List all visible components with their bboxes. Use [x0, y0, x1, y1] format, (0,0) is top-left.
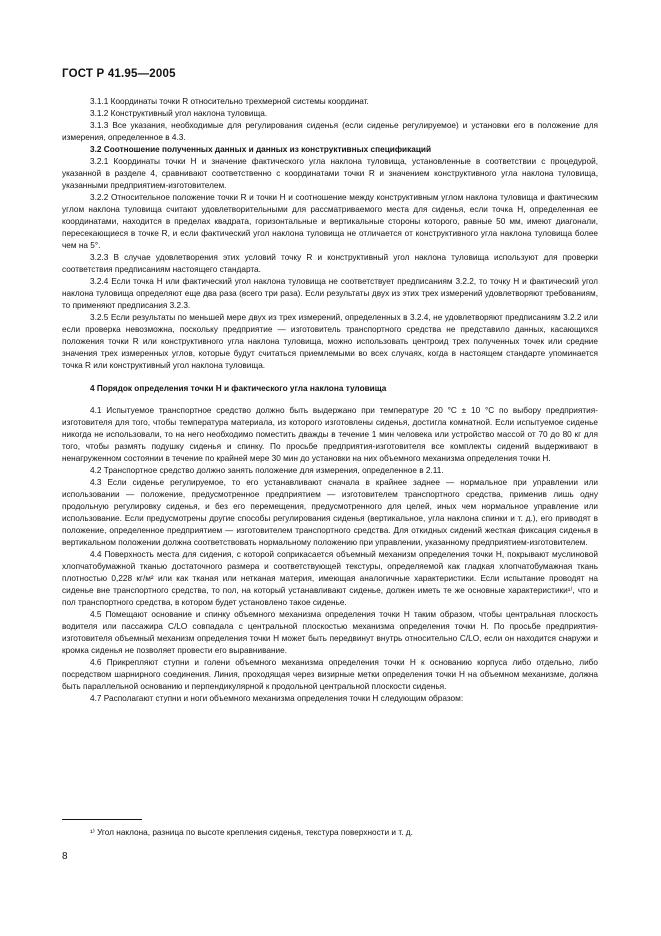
paragraph: 4.7 Располагают ступни и ноги объемного механизма определения точки H следующим образом: [90, 694, 464, 703]
subsection-heading: 3.2 Соотношение полученных данных и данных из конструктивных спецификаций [90, 145, 432, 154]
paragraph: 4.6 Прикрепляют ступни и голени объемного механизма определения точки H к основанию корпуса либо отдельно, либо посредством шарнирного соединения. Линия, проходящая через визирные метки определения точки H на объемном механизме, должна быть параллельной основанию и перпендикулярной к продольной центральной плоскости сиденья. [62, 658, 598, 691]
footnote: ¹⁾ Угол наклона, разница по высоте крепления сиденья, текстура поверхности и т. д. [90, 828, 413, 837]
paragraph: 3.1.2 Конструктивный угол наклона туловища. [90, 109, 268, 118]
section-heading: 4 Порядок определения точки H и фактического угла наклона туловища [90, 384, 387, 393]
paragraph: 3.2.2 Относительное положение точки R и точки H и соотношение между конструктивным углом наклона туловища и фактическим углом наклона туловища считают удовлетворительными для рассматриваемого места для сиденья, если точка H, определенная ее координатами, находится в пределах квадрата, горизонтальные и вертикальные стороны которого, равные 50 мм, имеют диагонали, пересекающиеся в точке R, и если фактический угол наклона туловища не отличается от конструктивного угла наклона туловища более чем на 5°. [62, 193, 598, 250]
paragraph: 4.3 Если сиденье регулируемое, то его устанавливают сначала в крайнее заднее — нормальное при управлении или использовании — положение, предусмотренное предприятием — изготовителем транспортного средства, применив лишь одну продольную регулировку сиденья, и без его перемещения, предусмотренного для целей, иных чем нормальное управление или использование. Если предусмотрены другие способы регулирования сиденья (вертикальное, угла наклона спинки и т. д.), его приводят в положение, определенное предприятием — изготовителем транспортного средства. Для откидных сидений жесткая фиксация сиденья в вертикальном положении должна соответствовать нормальному положению при управлении, указанному предприятием-изготовителем. [62, 478, 598, 547]
footnote-separator [62, 819, 142, 820]
paragraph: 3.1.1 Координаты точки R относительно трехмерной системы координат. [90, 97, 369, 106]
paragraph: 3.2.1 Координаты точки H и значение фактического угла наклона туловища, установленные в соответствии с процедурой, указанной в разделе 4, сравнивают соответственно с координатами точки R и значением конструктивного угла наклона туловища, указанными предприятием-изготовителем. [62, 157, 598, 190]
paragraph: 3.2.5 Если результаты по меньшей мере двух из трех измерений, определенных в 3.2.4, не удовлетворяют предписаниям 3.2.2 или если проверка невозможна, поскольку предприятие — изготовитель транспортного средства не представило данных, касающихся положения точки R или конструктивного угла наклона туловища, можно использовать центроид трех полученных точек или средние значения трех измеренных углов, которые будут считаться приемлемыми во всех случаях, когда в настоящем стандарте упоминается точка R или конструктивный угол наклона туловища. [62, 313, 598, 370]
paragraph: 3.2.4 Если точка H или фактический угол наклона туловища не соответствует предписаниям 3.2.2, то точку H и фактический угол наклона туловища определяют еще два раза (всего три раза). Если результаты двух из этих трех измерений удовлетворяют требованиям, то применяют предписания 3.2.3. [62, 277, 598, 310]
standard-number-header: ГОСТ Р 41.95—2005 [62, 68, 176, 80]
paragraph: 4.1 Испытуемое транспортное средство должно быть выдержано при температуре 20 °С ± 10 °С по выбору предприятия-изготовителя для того, чтобы температура материала, из которого изготовлены сиденья, достигла комнатной. Если испытуемое сиденье никогда не использовали, то на него необходимо поместить дважды в течение 1 мин человека или устройство массой от 70 до 80 кг для того, чтобы размять подушку сиденья и спинку. По просьбе предприятия-изготовителя все комплекты сидений выдерживают в ненагруженном состоянии в течение по крайней мере 30 мин до установки на них объемного механизма определения точки H. [62, 406, 598, 463]
paragraph: 3.1.3 Все указания, необходимые для регулирования сиденья (если сиденье регулируемое) и установки его в положение для измерения, определенное в 4.3. [62, 121, 598, 142]
paragraph: 4.5 Помещают основание и спинку объемного механизма определения точки H таким образом, чтобы центральная плоскость водителя или пассажира C/LO совпадала с центральной плоскостью механизма определения точки H. По просьбе предприятия-изготовителя объемный механизм определения точки H может быть передвинут внутрь относительно C/LO, если он находится снаружи и кромка сиденья не позволяет провести его выравнивание. [62, 610, 598, 655]
page-number: 8 [62, 851, 68, 862]
document-body [62, 96, 598, 705]
paragraph: 4.2 Транспортное средство должно занять положение для измерения, определенное в 2.11. [90, 466, 444, 475]
paragraph: 4.4 Поверхность места для сидения, с которой соприкасается объемный механизм определения точки H, покрывают муслиновой хлопчатобумажной тканью достаточного размера и соответствующей текстуры, определяемой как гладкая хлопчатобумажная ткань плотностью 0,228 кг/м² или как тканая или нетканая материя, имеющая аналогичные характеристики. Если испытание проводят на сиденье вне транспортного средства, то пол, на который устанавливают сиденье, должен иметь те же основные характеристики¹⁾, что и пол транспортного средства, в котором будет установлено такое сиденье. [62, 550, 598, 607]
paragraph: 3.2.3 В случае удовлетворения этих условий точку R и конструктивный угол наклона туловища используют для проверки соответствия предписаниям настоящего стандарта. [62, 253, 598, 274]
